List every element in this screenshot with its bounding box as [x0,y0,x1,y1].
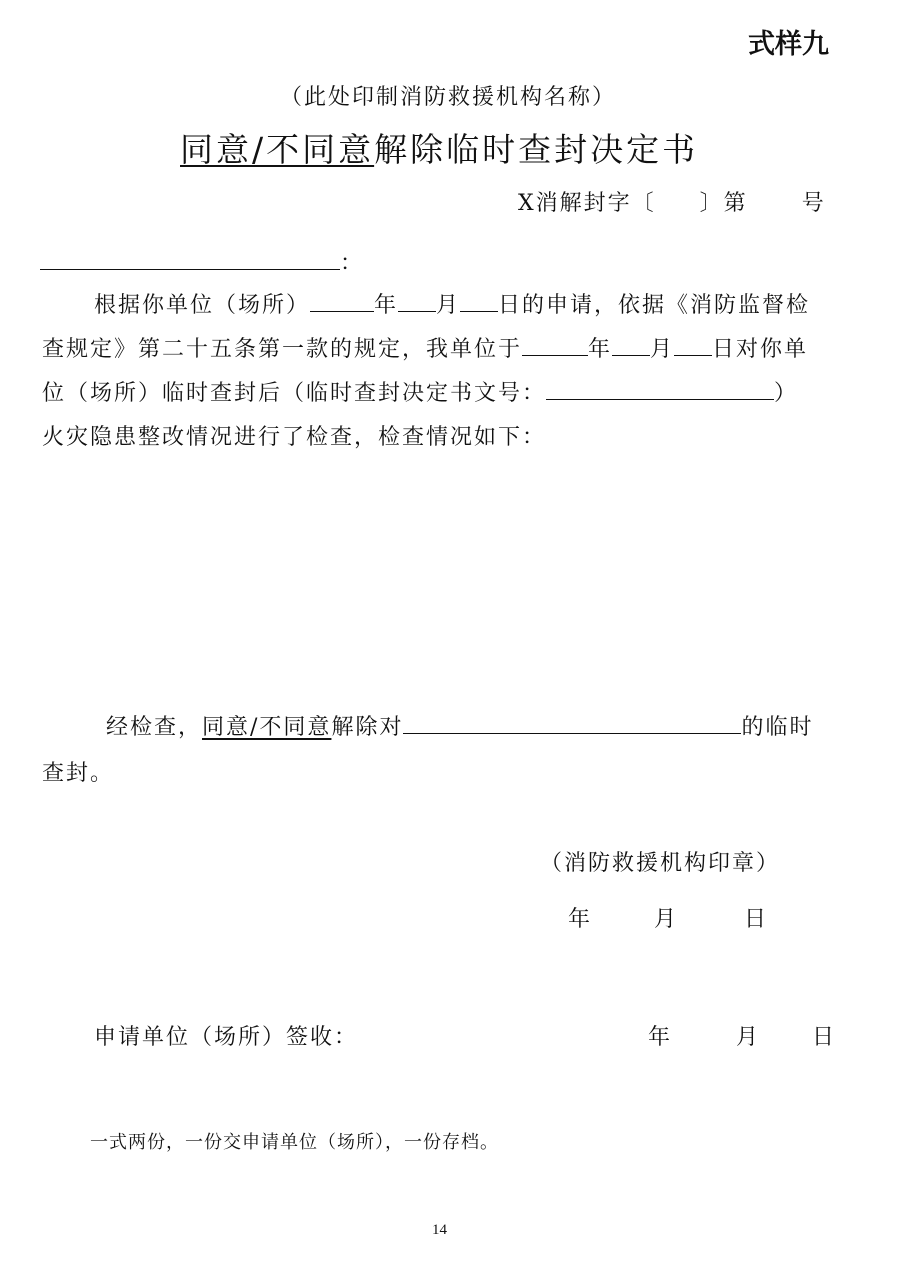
paragraph-2-line-1 [106,710,813,741]
inspection-day-blank [674,332,712,356]
page-title [180,124,698,171]
p1-text-10: ） [774,381,799,407]
p2-choice: 同意/不同意 [202,715,332,741]
recipient-colon: ： [340,251,363,277]
p1-text-11: 火灾隐患整改情况进行了检查，检查情况如下： [42,425,547,450]
page-number: 14 [432,1222,447,1238]
seal-month: 月 [654,907,679,932]
inspection-year-blank [522,332,588,356]
paragraph-2-line-2 [42,756,114,787]
p1-text-9: 位（场所）临时查封后（临时查封决定书文号： [42,381,547,407]
p2-text-4: 查封。 [42,761,115,786]
form-label: 式样九 [748,29,829,60]
title-rest: 解除临时查封决定书 [374,130,699,169]
recipient-blank [40,246,340,270]
footnote: 一式两份，一份交申请单位（场所），一份存档。 [90,1132,499,1153]
release-target-blank [403,710,741,734]
doc-number-suffix: 号 [801,191,826,216]
signoff-year: 年 [648,1025,673,1050]
seizure-doc-number-blank [546,376,774,400]
seal-year: 年 [568,907,593,932]
p1-text-5: 查规定》第二十五条第一款的规定，我单位于 [42,337,523,363]
inspection-month-blank [612,332,650,356]
p2-text-1: 经检查， [106,715,203,741]
application-year-blank [310,288,374,312]
signoff-day: 日 [812,1025,837,1050]
seal-day: 日 [744,907,769,932]
doc-number-bracket-close: 〕第 [699,191,748,216]
org-name-placeholder: （此处印制消防救援机构名称） [280,85,617,110]
p1-text-1: 根据你单位（场所） [94,293,311,319]
p1-text-2: 年 [374,293,399,319]
paragraph-1-line-1 [94,288,810,319]
signoff-month: 月 [736,1025,761,1050]
application-day-blank [460,288,498,312]
application-month-blank [398,288,436,312]
paragraph-1-line-4 [42,420,546,451]
paragraph-1-line-2 [42,332,808,363]
p1-text-3: 月 [436,293,461,319]
p1-text-6: 年 [588,337,613,363]
p2-text-2: 解除对 [331,715,404,741]
p1-text-7: 月 [650,337,675,363]
document-number [518,186,826,217]
signoff-label: 申请单位（场所）签收： [94,1025,359,1050]
p1-text-8: 日对你单 [712,337,809,363]
p1-text-4: 日的申请，依据《消防监督检 [498,293,811,319]
p2-text-3: 的临时 [741,715,814,741]
title-choice: 同意/不同意 [180,130,375,169]
recipient-line [40,246,362,277]
paragraph-1-line-3 [42,376,798,407]
seal-label: （消防救援机构印章） [540,851,781,876]
doc-number-prefix: X消解封字〔 [518,191,656,216]
